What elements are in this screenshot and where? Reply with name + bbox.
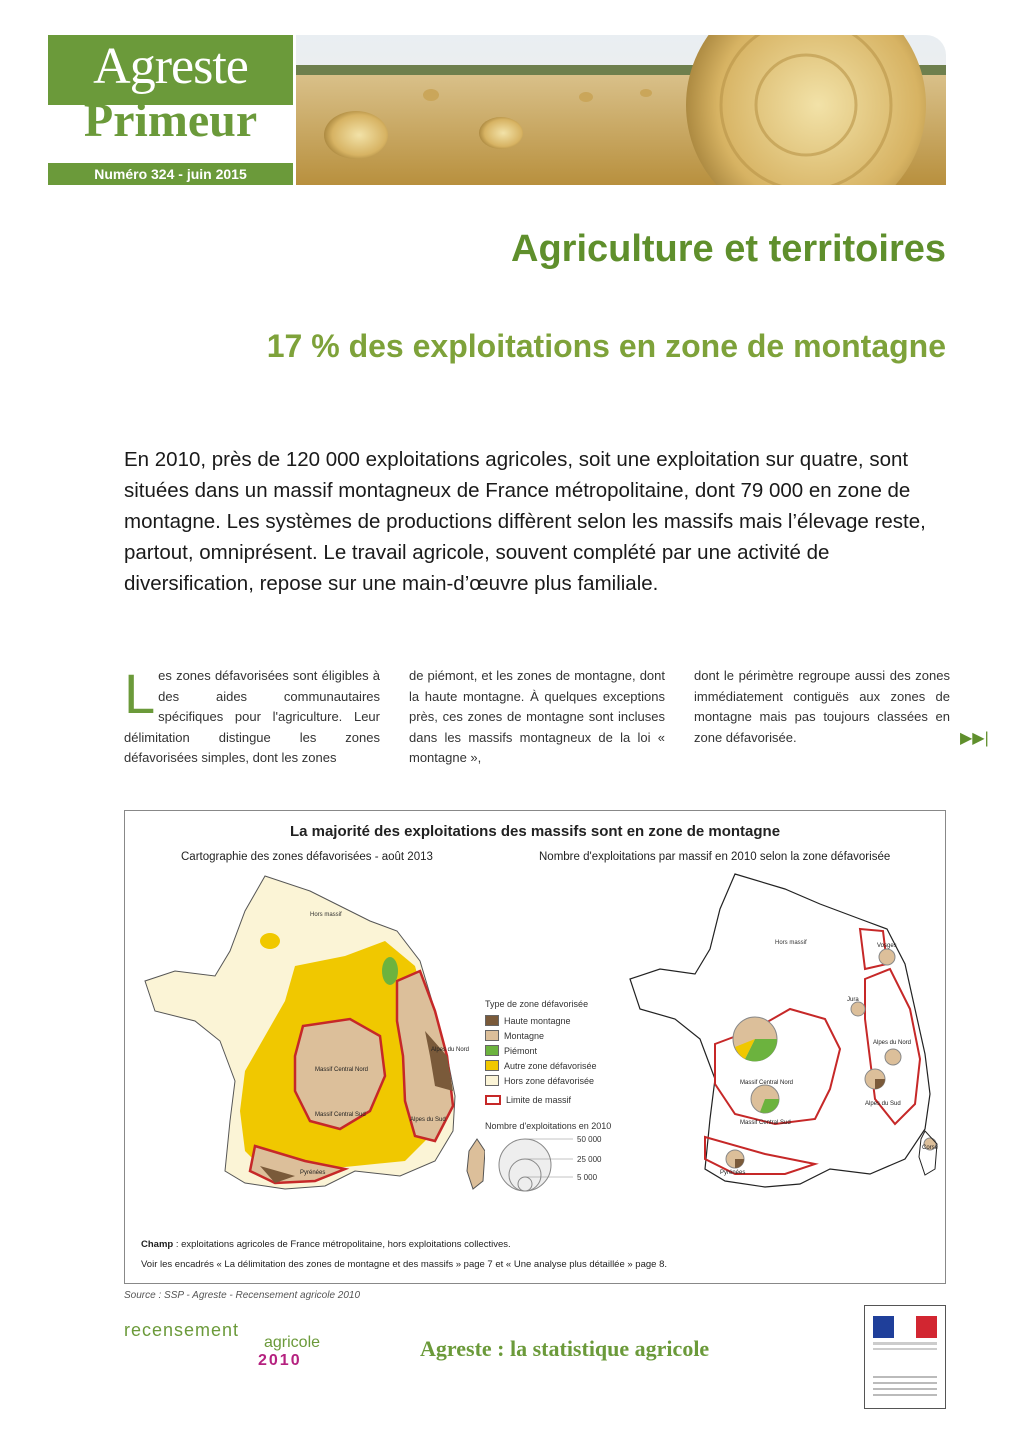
body-column-3 [694,666,950,748]
legend-label-boundary: Limite de massif [506,1094,572,1105]
label-corse: Corse [922,1145,939,1151]
recensement-logo [124,1320,324,1376]
label-hors-massif: Hors massif [310,912,342,918]
legend-size-title: Nombre d'exploitations en 2010 [485,1121,612,1131]
corsica [919,1131,937,1175]
label-jura: Jura [847,997,859,1003]
brand-primeur: Primeur [83,94,258,147]
note-champ-label: Champ [141,1239,174,1250]
legend-label: Hors zone défavorisée [504,1075,595,1086]
legend-label: Haute montagne [504,1015,571,1026]
note-champ-text: : exploitations agricoles de France métropolitaine, hors exploitations collectives. [173,1239,511,1250]
left-map-title: Cartographie des zones défavorisées - août 2013 [181,851,433,863]
label-alpes-sud: Alpes du Sud [865,1101,901,1107]
label-alpes-nord: Alpes du Nord [873,1040,912,1046]
legend-title: Type de zone défavorisée [485,999,589,1009]
next-page-icon[interactable]: ▶▶| [960,730,989,747]
page-subtitle: 17 % des exploitations en zone de montagne [266,328,946,364]
legend-swatch-boundary [485,1095,501,1105]
rec-year: 2010 [258,1352,302,1369]
size-label: 25 000 [577,1155,602,1164]
body-text: de piémont, et les zones de montagne, dont la haute montagne. À quelques exceptions près, ces zones de montagne sont incluses dans les massifs montagneux de la loi « montagne », [409,668,665,765]
label-central-sud: Massif Central Sud [315,1112,366,1118]
body-column-1 [124,662,380,769]
label-hors-massif: Hors massif [775,940,807,946]
body-text: es zones défavorisées sont éligibles à des aides communautaires spécifiques pour l'agriculture. Leur délimitation distingue les zones défavorisées simples, dont les zones [124,668,380,765]
footer-tagline: Agreste : la statistique agricole [420,1336,710,1361]
drop-cap: L [124,662,156,725]
hay-bale [324,111,388,159]
body-column-2 [409,666,665,769]
figure-note-champ [141,1239,921,1250]
label-central-nord: Massif Central Nord [740,1080,794,1086]
label-pyrenees: Pyrénées [300,1170,326,1176]
legend-swatch [485,1015,499,1026]
legend-item [485,1043,625,1058]
label-alpes-sud: Alpes du Sud [410,1117,446,1123]
hay-bale [479,117,523,149]
label-central-nord: Massif Central Nord [315,1067,369,1073]
legend-label: Montagne [504,1030,545,1041]
legend-swatch [485,1045,499,1056]
header-photo-hay-bales [296,35,946,185]
corsica [467,1139,485,1189]
figure-note-voir: Voir les encadrés « La délimitation des zones de montagne et des massifs » page 7 et « Une analyse plus détaillée » page 8. [141,1259,668,1270]
legend-label: Piémont [504,1045,538,1056]
label-central-sud: Massif Central Sud [740,1120,791,1126]
legend-swatch [485,1060,499,1071]
rec-line1: recensement [124,1320,240,1340]
right-map-title: Nombre d'exploitations par massif en 2010 selon la zone défavorisée [539,851,891,863]
label-vosges: Vosges [877,943,897,949]
brand-agreste: Agreste [93,38,248,95]
legend-item [485,1028,625,1043]
legend-item [485,1058,625,1073]
legend-swatch [485,1075,499,1086]
right-map-france [625,869,945,1209]
agreste-logo [48,35,293,185]
figure-maps [124,810,946,1284]
legend-item [485,1013,625,1028]
legend-item [485,1073,625,1088]
map-legend [485,999,625,1195]
issue-number: Numéro 324 - juin 2015 [48,163,293,185]
figure-source: Source : SSP - Agreste - Recensement agricole 2010 [124,1290,361,1301]
page-title: Agriculture et territoires [511,228,946,270]
ministry-logo [864,1305,946,1409]
legend-swatch [485,1030,499,1041]
rec-line2: agricole [264,1334,321,1351]
label-pyrenees: Pyrénées [720,1170,746,1176]
legend-circle-sizes [485,1133,625,1193]
body-text: dont le périmètre regroupe aussi des zones immédiatement contiguës aux zones de montagne mais pas toujours classées en zone défavorisée. [694,668,950,745]
left-map-france [135,871,485,1211]
figure-title: La majorité des exploitations des massifs sont en zone de montagne [289,823,781,840]
size-label: 5 000 [577,1173,598,1182]
legend-label: Autre zone défavorisée [504,1060,597,1071]
label-alpes-nord: Alpes du Nord [431,1047,470,1053]
size-label: 50 000 [577,1135,602,1144]
lead-paragraph: En 2010, près de 120 000 exploitations agricoles, soit une exploitation sur quatre, sont situées dans un massif montagneux de France métropolitaine, dont 79 000 en zone de montagne. Les systèmes de productions diffèrent selon les massifs mais l’élevage reste, partout, omniprésent. Le travail agricole, souvent complété par une activité de diversification, repose sur une main-d’œuvre plus familiale. [124,448,926,595]
